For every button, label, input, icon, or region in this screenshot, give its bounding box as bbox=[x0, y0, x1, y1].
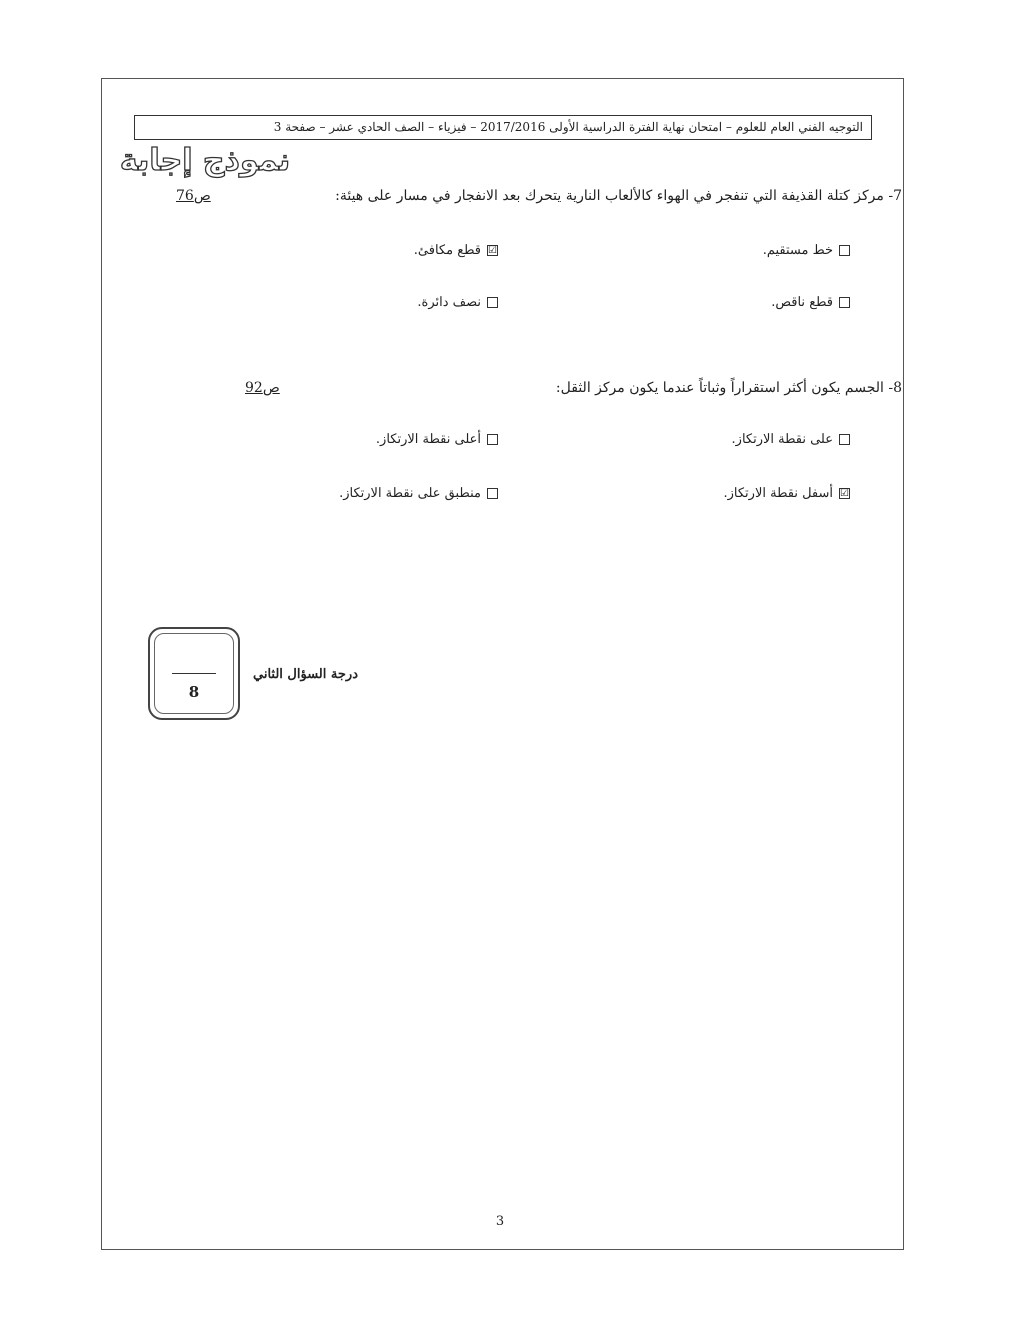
score-label: درجة السؤال الثاني bbox=[253, 667, 358, 682]
q7-option-1[interactable] bbox=[763, 243, 850, 258]
q7-option-2-checkbox[interactable]: ☑ bbox=[488, 245, 497, 256]
answer-model-stamp: نموذج إجابة bbox=[119, 143, 291, 178]
q7-option-3[interactable] bbox=[771, 295, 850, 310]
q8-option-4[interactable] bbox=[339, 486, 498, 501]
q7-option-1-checkbox[interactable] bbox=[839, 245, 850, 256]
q8-option-3-checkbox[interactable]: ☑ bbox=[840, 488, 849, 499]
q7-option-2[interactable] bbox=[414, 243, 498, 258]
q7-option-1-label: خط مستقيم. bbox=[762, 243, 833, 258]
q8-option-2-checkbox[interactable] bbox=[487, 434, 498, 445]
question-7-ref: ص76 bbox=[176, 188, 211, 204]
q7-option-4[interactable] bbox=[417, 295, 498, 310]
q8-option-1-checkbox[interactable] bbox=[839, 434, 850, 445]
q7-option-4-label: نصف دائرة. bbox=[417, 295, 481, 310]
q7-option-2-label: قطع مكافئ. bbox=[413, 243, 481, 258]
header-text: التوجيه الفني العام للعلوم – امتحان نهاية الفترة الدراسية الأولى 2017/2016 – فيزياء – الصف الحادي عشر – صفحة 3 bbox=[273, 120, 863, 134]
score-box bbox=[148, 627, 240, 720]
page-number: 3 bbox=[495, 1214, 505, 1229]
q7-option-3-label: قطع ناقص. bbox=[771, 295, 833, 310]
score-total: 8 bbox=[188, 683, 200, 701]
q8-option-1[interactable] bbox=[732, 432, 850, 447]
q8-option-3-label: أسفل نقطة الارتكاز. bbox=[723, 486, 833, 501]
question-8-ref: ص92 bbox=[245, 380, 280, 396]
q7-option-4-checkbox[interactable] bbox=[487, 297, 498, 308]
exam-header bbox=[134, 115, 872, 140]
q8-option-2-label: أعلى نقطة الارتكاز. bbox=[375, 432, 481, 447]
q8-option-1-label: على نقطة الارتكاز. bbox=[731, 432, 833, 447]
q7-option-3-checkbox[interactable] bbox=[839, 297, 850, 308]
q8-option-3[interactable] bbox=[724, 486, 851, 501]
q8-option-4-checkbox[interactable] bbox=[487, 488, 498, 499]
score-line bbox=[172, 673, 216, 674]
question-7-text: 7- مركز كتلة القذيفة التي تنفجر في الهواء كالألعاب النارية يتحرك بعد الانفجار في مسار على هيئة: bbox=[335, 188, 902, 204]
q8-option-2[interactable] bbox=[376, 432, 498, 447]
q8-option-4-label: منطبق على نقطة الارتكاز. bbox=[339, 486, 481, 501]
question-8-text: 8- الجسم يكون أكثر استقراراً وثباتاً عندما يكون مركز الثقل: bbox=[555, 380, 902, 396]
